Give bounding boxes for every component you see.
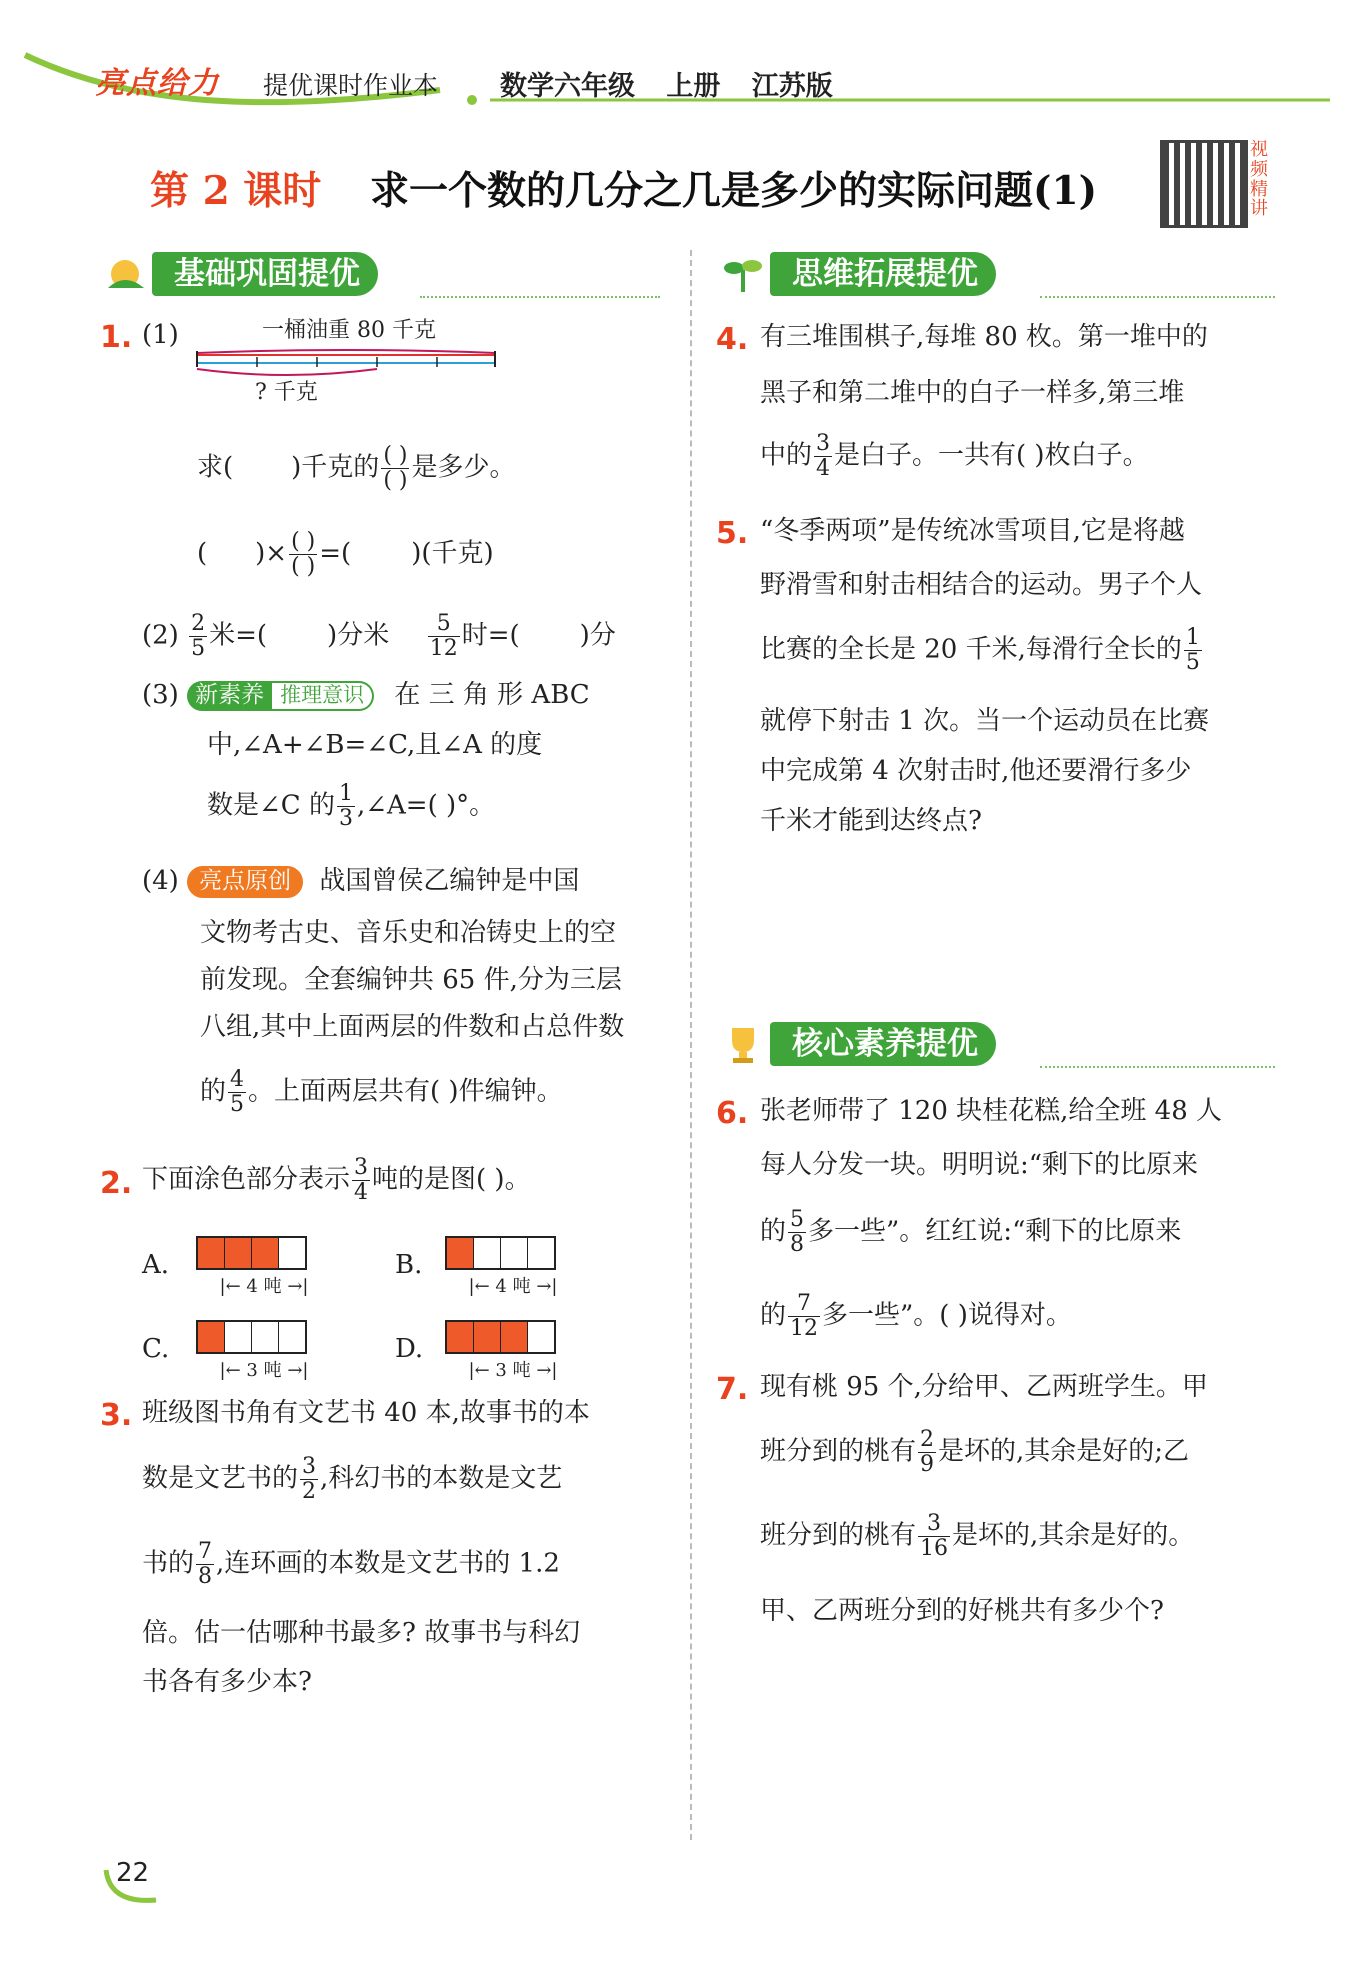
q1-segment-diagram — [195, 345, 500, 385]
qr-video-tag: 视频精讲 — [1250, 139, 1268, 220]
q1-part2: (2) $\frac{2}{5}$ 米=( )分米 $\frac{5}{12}$ 时=( )分 — [142, 611, 616, 662]
q7-line1: 现有桃 95 个,分给甲、乙两班学生。甲 — [760, 1372, 1208, 1402]
q1-part1-label: (1) — [142, 320, 179, 350]
column-divider — [690, 250, 692, 1840]
q7-line2: 班分到的桃有 $\frac{2}{9}$ 是坏的,其余是好的;乙 — [760, 1427, 1190, 1478]
section-basic-divider — [420, 296, 660, 298]
page-title: 求一个数的几分之几是多少的实际问题(1) — [370, 168, 1098, 214]
reasoning-tag: 推理意识 — [272, 681, 374, 710]
trophy-icon — [718, 1022, 768, 1066]
q4-number: 4. — [716, 322, 749, 357]
q5-number: 5. — [716, 516, 749, 551]
section-thinking: 思维拓展提优 — [718, 252, 996, 296]
q3-line5: 书各有多少本? — [142, 1667, 312, 1697]
new-literacy-tag: 新素养 — [187, 681, 272, 711]
q3-line2: 数是文艺书的 $\frac{3}{2}$ ,科幻书的本数是文艺 — [142, 1454, 563, 1505]
q2-option-b-label[interactable]: B. — [395, 1250, 423, 1280]
q6-line1: 张老师带了 120 块桂花糕,给全班 48 人 — [760, 1096, 1223, 1126]
q2-option-a-bar — [196, 1236, 307, 1270]
q6-number: 6. — [716, 1096, 749, 1131]
q2-option-d-scale: |← 3 吨 →| — [468, 1360, 558, 1381]
q1-line2: ( )× $\frac{( )}{( )}$ =( )(千克) — [197, 529, 494, 580]
q1-part4-line5: 的 $\frac{4}{5}$ 。上面两层共有( )件编钟。 — [200, 1067, 563, 1118]
qr-code[interactable] — [1160, 140, 1248, 228]
q6-line4: 的 $\frac{7}{12}$ 多一些”。( )说得对。 — [760, 1291, 1072, 1342]
q2-option-d-bar — [445, 1320, 556, 1354]
original-tag: 亮点原创 — [187, 866, 303, 898]
q1-part4-line3: 前发现。全套编钟共 65 件,分为三层 — [200, 965, 622, 995]
q1-part4-line2: 文物考古史、音乐史和冶铸史上的空 — [200, 918, 617, 948]
q1-blank-fraction-2[interactable]: $\frac{( )}{( )}$ — [291, 529, 316, 580]
q2-option-a-label[interactable]: A. — [142, 1250, 170, 1280]
q7-line4: 甲、乙两班分到的好桃共有多少个? — [760, 1596, 1164, 1626]
series-subtitle: 提优课时作业本 — [263, 71, 439, 100]
q2-option-c-bar — [196, 1320, 307, 1354]
q4-line3: 中的 $\frac{3}{4}$ 是白子。一共有( )枚白子。 — [760, 431, 1149, 482]
q1-part3-line3: 数是∠C 的 $\frac{1}{3}$ ,∠A=( )°。 — [207, 781, 496, 832]
q1-number: 1. — [100, 320, 133, 355]
q6-line2: 每人分发一块。明明说:“剩下的比原来 — [760, 1150, 1199, 1180]
q5-line4: 就停下射击 1 次。当一个运动员在比赛 — [760, 706, 1210, 736]
q7-line3: 班分到的桃有 $\frac{3}{16}$ 是坏的,其余是好的。 — [760, 1511, 1195, 1562]
section-basic: 基础巩固提优 — [100, 252, 378, 296]
q5-line5: 中完成第 4 次射击时,他还要滑行多少 — [760, 756, 1192, 786]
q3-line4: 倍。估一估哪种书最多? 故事书与科幻 — [142, 1618, 581, 1648]
q1-diagram-top-label: 一桶油重 80 千克 — [262, 318, 436, 343]
q2-option-a-scale: |← 4 吨 →| — [219, 1276, 309, 1297]
q2-option-b-bar — [445, 1236, 556, 1270]
q2-option-c-label[interactable]: C. — [142, 1334, 170, 1364]
q4-line2: 黑子和第二堆中的白子一样多,第三堆 — [760, 378, 1185, 408]
brand-logo: 亮点给力 — [95, 66, 219, 101]
q1-part4-line1: (4) 亮点原创 战国曾侯乙编钟是中国 — [142, 866, 580, 896]
q2-option-c-scale: |← 3 吨 →| — [219, 1360, 309, 1381]
q5-line3: 比赛的全长是 20 千米,每滑行全长的 $\frac{1}{5}$ — [760, 625, 1200, 676]
section-core-divider — [1040, 1066, 1275, 1068]
q6-line3: 的 $\frac{5}{8}$ 多一些”。红红说:“剩下的比原来 — [760, 1207, 1182, 1258]
q3-line3: 书的 $\frac{7}{8}$ ,连环画的本数是文艺书的 1.2 — [142, 1539, 560, 1590]
q2-text: 下面涂色部分表示 $\frac{3}{4}$ 吨的是图( )。 — [142, 1155, 531, 1206]
q4-line1: 有三堆围棋子,每堆 80 枚。第一堆中的 — [760, 322, 1208, 352]
section-thinking-divider — [1040, 296, 1275, 298]
lesson-number: 第 2 课时 — [150, 168, 322, 214]
section-core: 核心素养提优 — [718, 1022, 996, 1066]
book-info: 数学六年级 上册 江苏版 — [500, 71, 833, 102]
q2-number: 2. — [100, 1166, 133, 1201]
q5-line2: 野滑雪和射击相结合的运动。男子个人 — [760, 570, 1203, 600]
q7-number: 7. — [716, 1372, 749, 1407]
sun-leaf-icon — [100, 252, 150, 296]
q2-option-d-label[interactable]: D. — [395, 1334, 424, 1364]
q5-line1: “冬季两项”是传统冰雪项目,它是将越 — [760, 516, 1185, 546]
q1-part3-line2: 中,∠A+∠B=∠C,且∠A 的度 — [207, 730, 543, 760]
q3-line1: 班级图书角有文艺书 40 本,故事书的本 — [142, 1398, 590, 1428]
page-number: 22 — [116, 1858, 150, 1888]
q5-line6: 千米才能到达终点? — [760, 806, 982, 836]
q1-part4-line4: 八组,其中上面两层的件数和占总件数 — [200, 1012, 625, 1042]
q1-line1: 求( )千克的 $\frac{( )}{( )}$ 是多少。 — [197, 443, 516, 494]
q3-number: 3. — [100, 1398, 133, 1433]
q2-option-b-scale: |← 4 吨 →| — [468, 1276, 558, 1297]
q1-diagram-bottom-label: ? 千克 — [255, 380, 318, 405]
sprout-icon — [718, 252, 768, 296]
q1-blank-fraction[interactable]: $\frac{( )}{( )}$ — [383, 443, 408, 494]
q1-part3-line1: (3) 新素养 推理意识 在 三 角 形 ABC — [142, 680, 590, 710]
